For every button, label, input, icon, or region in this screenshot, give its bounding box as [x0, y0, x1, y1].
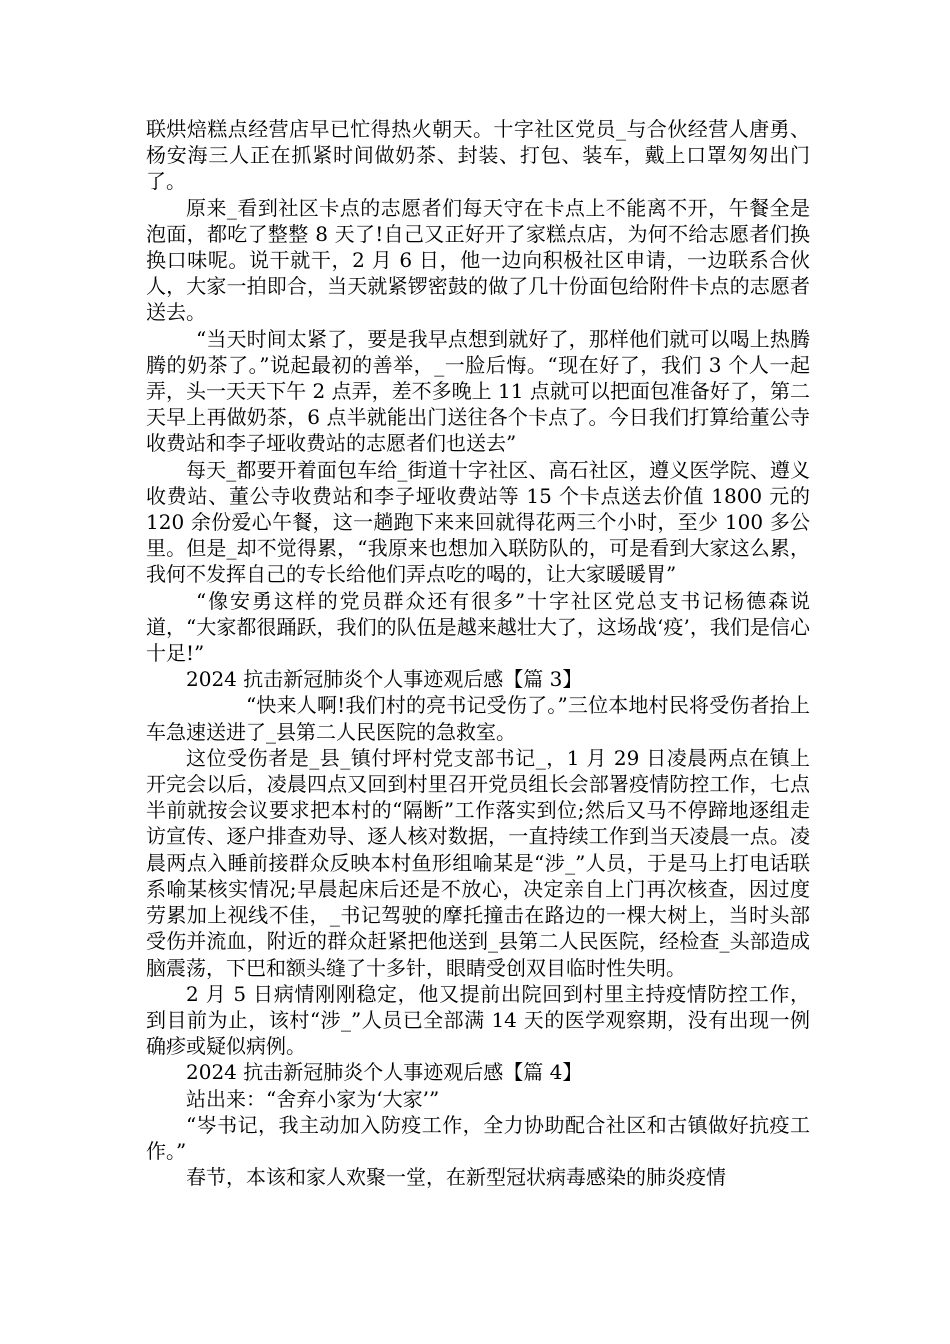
paragraph-3: “当天时间太紧了，要是我早点想到就好了，那样他们就可以喝上热腾腾的奶茶了。”说起最初的善举，_一脸后悔。“现在好了，我们 3 个人一起弄，头一天天下午 2 点弄，差不多晚上 11 点就可以把面包准备好了，第二天早上再做奶茶，6 点半就能出门送往各个卡点了。今日我们打算给董公寺收费站和李子垭收费站的志愿者们也送去” [146, 326, 810, 456]
paragraph-11: 春节，本该和家人欢聚一堂，在新型冠状病毒感染的肺炎疫情 [186, 1165, 726, 1190]
paragraph-8: 2 月 5 日病情刚刚稳定，他又提前出院回到村里主持疫情防控工作，到目前为止，该村“涉_”人员已全部满 14 天的医学观察期，没有出现一例确疹或疑似病例。 [146, 981, 810, 1059]
paragraph-6: “快来人啊!我们村的亮书记受伤了。”三位本地村民将受伤者抬上车急速送进了_县第二人民医院的急救室。 [146, 693, 810, 744]
paragraph-2: 原来_看到社区卡点的志愿者们每天守在卡点上不能离不开，午餐全是泡面，都吃了整整 8 天了!自己又正好开了家糕点店，为何不给志愿者们换换口味呢。说干就干，2 月 6 日，他一边向积极社区申请，一边联系合伙人，大家一拍即合，当天就紧锣密鼓的做了几十份面包给附件卡点的志愿者送去。 [146, 195, 810, 325]
paragraph-10: “岑书记，我主动加入防疫工作，全力协助配合社区和古镇做好抗疫工作。” [146, 1112, 810, 1163]
document-page [146, 116, 810, 1190]
paragraph-4: 每天_都要开着面包车给_街道十字社区、高石社区，遵义医学院、遵义收费站、董公寺收费站和李子垭收费站等 15 个卡点送去价值 1800 元的 120 余份爱心午餐，这一趟跑下来来回就得花两三个小时，至少 100 多公里。但是_却不觉得累，“我原来也想加入联防队的，可是看到大家这么累，我何不发挥自己的专长给他们弄点吃的喝的，让大家暖暖胃” [146, 457, 810, 587]
paragraph-5: “像安勇这样的党员群众还有很多”十字社区党总支书记杨德森说道，“大家都很踊跃，我们的队伍是越来越壮大了，这场战‘疫’，我们是信心十足!” [146, 588, 810, 666]
paragraph-1: 联烘焙糕点经营店早已忙得热火朝天。十字社区党员_与合伙经营人唐勇、杨安海三人正在抓紧时间做奶茶、封装、打包、装车，戴上口罩匆匆出门了。 [146, 117, 810, 194]
section-heading-3: 2024 抗击新冠肺炎个人事迹观后感【篇 3】 [186, 667, 583, 692]
paragraph-9: 站出来：“舍弃小家为‘大家’” [186, 1086, 440, 1111]
section-heading-4: 2024 抗击新冠肺炎个人事迹观后感【篇 4】 [186, 1060, 583, 1085]
paragraph-7: 这位受伤者是_县_镇付坪村党支部书记_，1 月 29 日凌晨两点在镇上开完会以后，凌晨四点又回到村里召开党员组长会部署疫情防控工作，七点半前就按会议要求把本村的“隔断”工作落实到位;然后又马不停蹄地逐组走访宣传、逐户排查劝导、逐人核对数据，一直持续工作到当天凌晨一点。凌晨两点入睡前接群众反映本村鱼形组喻某是“涉_”人员，于是马上打电话联系喻某核实情况;早晨起床后还是不放心，决定亲自上门再次核查，因过度劳累加上视线不佳，_书记驾驶的摩托撞击在路边的一棵大树上，当时头部受伤并流血，附近的群众赶紧把他送到_县第二人民医院，经检查_头部造成脑震荡，下巴和额头缝了十多针，眼睛受创双目临时性失明。 [146, 745, 810, 980]
